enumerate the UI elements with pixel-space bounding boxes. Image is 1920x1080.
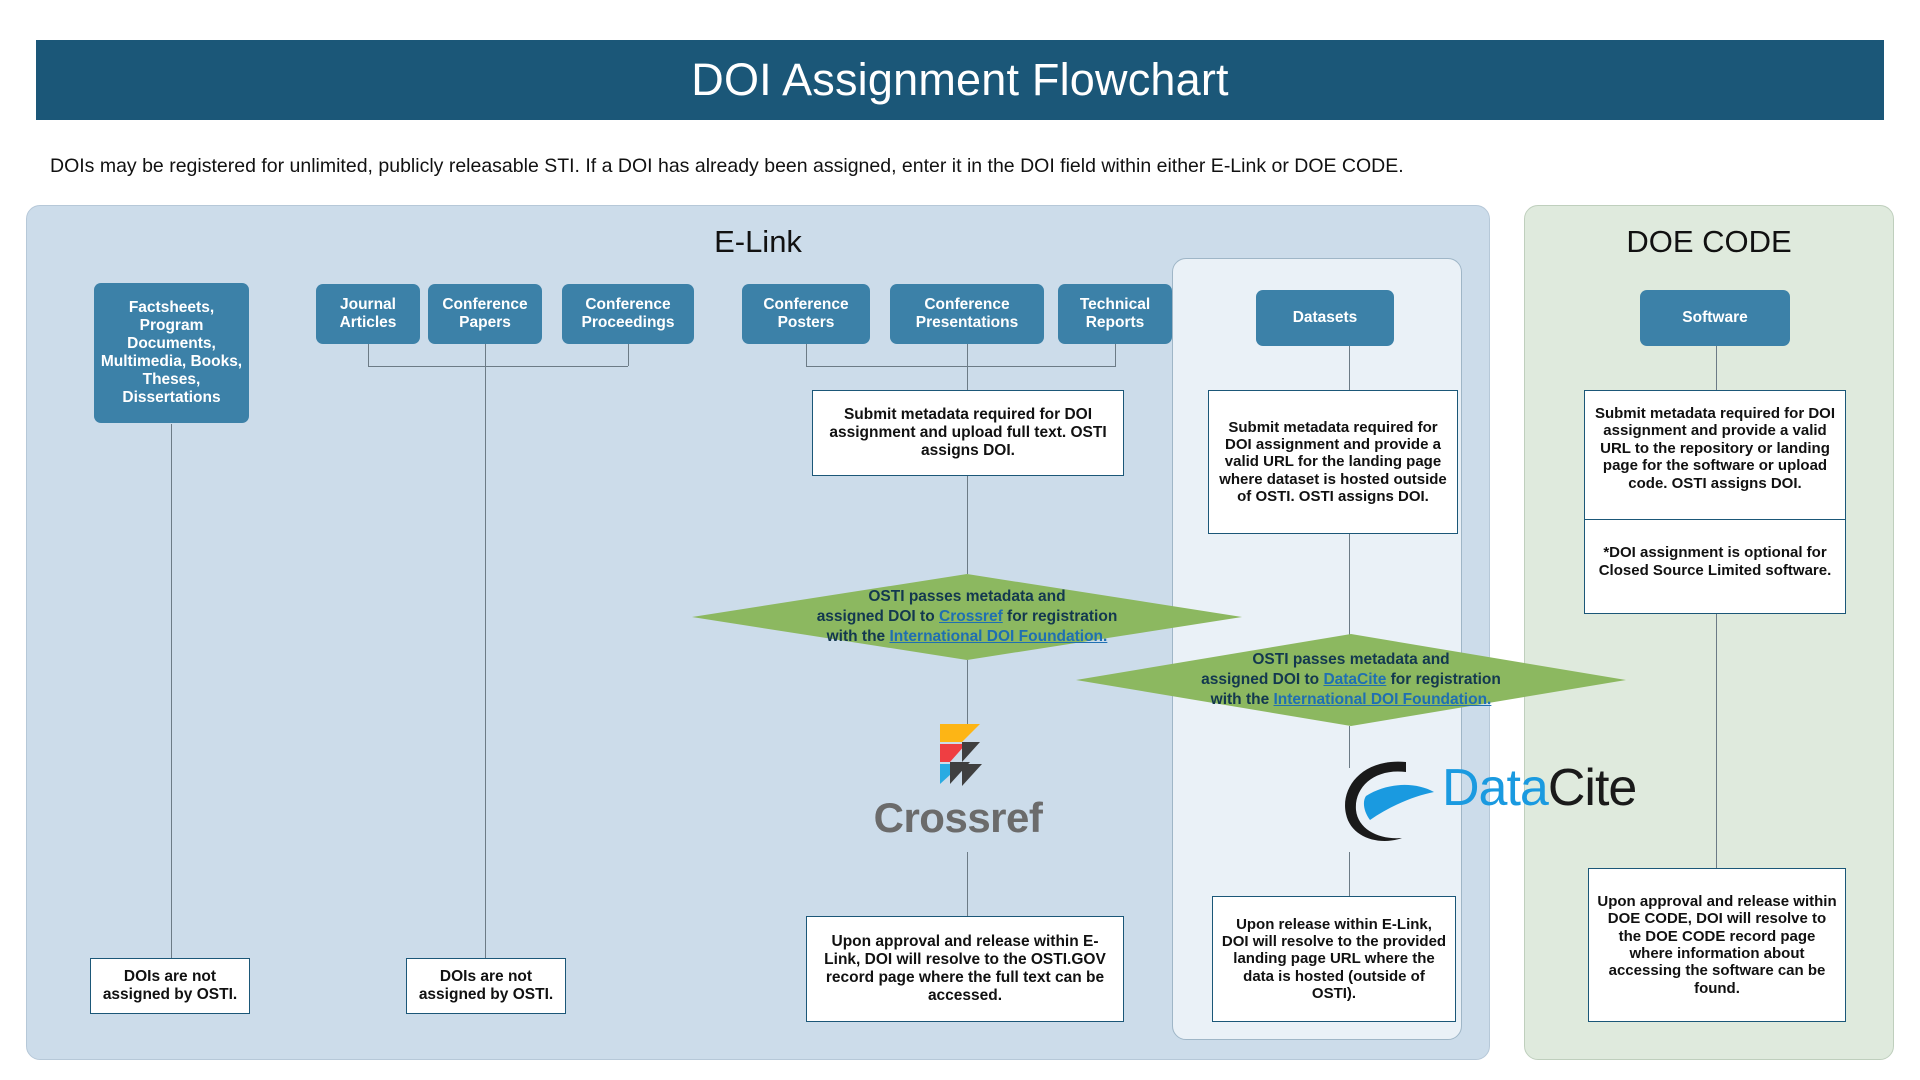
diamond-datacite-line1: OSTI passes metadata and bbox=[1252, 651, 1450, 669]
international-doi-foundation-link-datacite[interactable]: International DOI Foundation. bbox=[1273, 690, 1492, 708]
box-dois-not-assigned-left: DOIs are not assigned by OSTI. bbox=[90, 958, 250, 1014]
box-software-note: *DOI assignment is optional for Closed Source Limited software. bbox=[1584, 520, 1846, 614]
node-conference-posters: Conference Posters bbox=[742, 284, 870, 344]
diamond-datacite-line3-pre: with the bbox=[1210, 690, 1274, 708]
datacite-logo bbox=[1336, 752, 1696, 852]
node-technical-reports: Technical Reports bbox=[1058, 284, 1172, 344]
crossref-logo bbox=[858, 722, 1058, 852]
crossref-link[interactable]: Crossref bbox=[939, 608, 1003, 626]
box-dois-not-assigned-middle: DOIs are not assigned by OSTI. bbox=[406, 958, 566, 1014]
datacite-wordmark-data: Data bbox=[1442, 759, 1548, 817]
datacite-wordmark bbox=[1442, 758, 1636, 818]
page-subtitle: DOIs may be registered for unlimited, publicly releasable STI. If a DOI has already been assigned, enter it in the DOI field within either E-Link or DOE CODE. bbox=[50, 155, 1404, 177]
diamond-crossref-line2-pre: assigned DOI to bbox=[816, 608, 939, 626]
node-conference-papers: Conference Papers bbox=[428, 284, 542, 344]
node-datasets: Datasets bbox=[1256, 290, 1394, 346]
crossref-mark-icon bbox=[858, 722, 1058, 796]
connector-software-to-submit bbox=[1716, 346, 1717, 390]
crossref-wordmark: Crossref bbox=[873, 794, 1043, 841]
connector-journal-articles bbox=[368, 344, 369, 366]
diamond-crossref-line2-post: for registration bbox=[1002, 608, 1118, 626]
diamond-crossref-line1: OSTI passes metadata and bbox=[868, 588, 1066, 606]
connector-conference-papers bbox=[485, 344, 486, 366]
connector-conference-posters bbox=[806, 344, 807, 366]
connector-datacite-logo-to-resolve bbox=[1349, 852, 1350, 896]
node-conference-proceedings: Conference Proceedings bbox=[562, 284, 694, 344]
panel-elink-label: E-Link bbox=[714, 224, 802, 259]
datacite-mark-icon bbox=[1336, 752, 1452, 848]
connector-to-submit-elink bbox=[967, 366, 968, 390]
connector-bracket-right bbox=[806, 366, 1116, 367]
node-software: Software bbox=[1640, 290, 1790, 346]
box-resolve-datasets: Upon release within E-Link, DOI will resolve to the provided landing page URL where the data is hosted (outside of OSTI). bbox=[1212, 896, 1456, 1022]
connector-submit-to-crossref-diamond bbox=[967, 476, 968, 574]
connector-bracket-left bbox=[368, 366, 628, 367]
node-factsheets: Factsheets, Program Documents, Multimedia, Books, Theses, Dissertations bbox=[94, 283, 249, 423]
diamond-crossref-line3-pre: with the bbox=[826, 627, 890, 645]
page-title: DOI Assignment Flowchart bbox=[691, 54, 1229, 105]
box-submit-elink: Submit metadata required for DOI assignment and upload full text. OSTI assigns DOI. bbox=[812, 390, 1124, 476]
connector-conference-proceedings bbox=[628, 344, 629, 366]
connector-conference-presentations bbox=[967, 344, 968, 366]
connector-factsheets bbox=[171, 424, 172, 958]
diamond-datacite-text bbox=[1076, 634, 1626, 726]
page-title-bar bbox=[36, 40, 1884, 120]
panel-doe-code-label: DOE CODE bbox=[1626, 224, 1792, 259]
datacite-wordmark-cite: Cite bbox=[1547, 759, 1637, 817]
connector-technical-reports bbox=[1115, 344, 1116, 366]
node-conference-presentations: Conference Presentations bbox=[890, 284, 1044, 344]
connector-software-submit-to-resolve bbox=[1716, 614, 1717, 868]
node-journal-articles: Journal Articles bbox=[316, 284, 420, 344]
diamond-datacite-registration bbox=[1076, 634, 1626, 726]
connector-datasets-to-submit bbox=[1349, 346, 1350, 390]
international-doi-foundation-link-crossref[interactable]: International DOI Foundation. bbox=[889, 627, 1108, 645]
connector-left-to-not-assigned bbox=[485, 366, 486, 958]
connector-crossref-logo-to-resolve bbox=[967, 852, 968, 916]
datacite-link[interactable]: DataCite bbox=[1323, 671, 1387, 689]
box-resolve-elink: Upon approval and release within E-Link, DOI will resolve to the OSTI.GOV record page where the full text can be accessed. bbox=[806, 916, 1124, 1022]
connector-crossref-diamond-to-logo bbox=[967, 660, 968, 726]
box-submit-datasets: Submit metadata required for DOI assignment and provide a valid URL for the landing page where dataset is hosted outside of OSTI. OSTI assigns DOI. bbox=[1208, 390, 1458, 534]
box-resolve-software: Upon approval and release within DOE CODE, DOI will resolve to the DOE CODE record page where information about accessing the software can be found. bbox=[1588, 868, 1846, 1022]
diamond-datacite-line2-pre: assigned DOI to bbox=[1201, 671, 1324, 689]
diamond-datacite-line2-post: for registration bbox=[1386, 671, 1501, 689]
box-submit-software: Submit metadata required for DOI assignment and provide a valid URL to the repository or landing page for the software or upload code. OSTI assigns DOI. bbox=[1584, 390, 1846, 520]
